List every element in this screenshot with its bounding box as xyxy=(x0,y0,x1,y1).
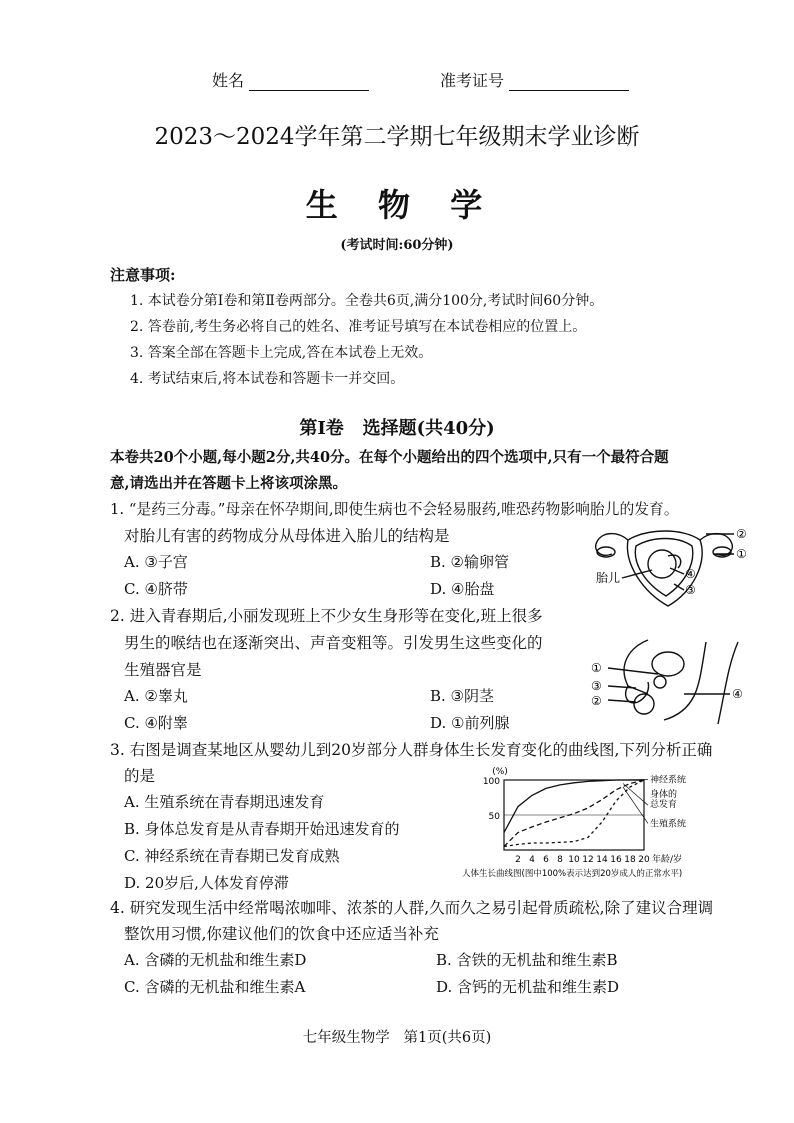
note-item: 4. 考试结束后,将本试卷和答题卡一并交回。 xyxy=(130,371,405,387)
option-d[interactable]: D. ①前列腺 xyxy=(430,714,510,732)
right-oviduct xyxy=(700,534,732,556)
label-4: ④ xyxy=(685,567,696,581)
option-c[interactable]: C. 神经系统在青春期已发育成熟 xyxy=(124,847,340,865)
notes-title: 注意事项: xyxy=(110,266,176,284)
note-item: 3. 答案全部在答题卡上完成,答在本试卷上无效。 xyxy=(130,345,433,361)
section-intro: 意,请选出并在答题卡上将该项涂黑。 xyxy=(110,475,348,492)
question-stem: 4. 研究发现生活中经常喝浓咖啡、浓茶的人群,久而久之易引起骨质疏松,除了建议合理调 xyxy=(110,899,714,917)
chart-caption: 人体生长曲线图(图中100%表示达到20岁成人的正常水平) xyxy=(462,869,683,879)
x-tick-label: 18 xyxy=(624,855,636,865)
name-field xyxy=(212,68,369,91)
fetus-shape xyxy=(648,550,676,578)
question-stem: 整饮用习惯,你建议他们的饮食中还应适当补充 xyxy=(124,925,439,943)
y-tick-label: 50 xyxy=(488,812,500,822)
series-line-2 xyxy=(504,780,644,847)
option-b[interactable]: B. 身体总发育是从青春期开始迅速发育的 xyxy=(124,820,400,838)
section-title: 第Ⅰ卷 选择题(共40分) xyxy=(299,418,495,439)
x-tick-label: 2 xyxy=(515,855,521,865)
option-a[interactable]: A. ②睾丸 xyxy=(124,687,188,705)
option-b[interactable]: B. 含铁的无机盐和维生素B xyxy=(436,951,618,969)
growth-chart xyxy=(462,764,762,884)
name-label: 姓名 xyxy=(212,71,245,90)
label-2: ② xyxy=(736,527,747,541)
series-label: 生殖系统 xyxy=(650,819,687,830)
uterus-fetus-diagram xyxy=(588,522,758,610)
option-a[interactable]: A. 含磷的无机盐和维生素D xyxy=(124,951,307,969)
note-item: 2. 答卷前,考生务必将自己的姓名、准考证号填写在本试卷相应的位置上。 xyxy=(130,319,587,335)
subject-title: 生 物 学 xyxy=(305,186,489,224)
question-stem: 3. 右图是调查某地区从婴幼儿到20岁部分人群身体生长发育变化的曲线图,下列分析正确 xyxy=(110,741,713,759)
exam-id-field xyxy=(440,68,629,91)
exam-title: 2023～2024学年第二学期七年级期末学业诊断 xyxy=(154,124,640,150)
bladder-shape xyxy=(652,652,684,676)
label-1: ① xyxy=(591,661,602,675)
page-footer: 七年级生物学 第1页(共6页) xyxy=(302,1030,492,1046)
exam-time: (考试时间:60分钟) xyxy=(340,238,454,253)
question-stem: 男生的喉结也在逐渐突出、声音变粗等。引发男生这些变化的 xyxy=(124,634,543,652)
x-tick-label: 10 xyxy=(568,855,580,865)
question-stem: 1. “是药三分毒。”母亲在怀孕期间,即使生病也不会轻易服药,唯恐药物影响胎儿的发育。 xyxy=(110,501,679,518)
label-4: ④ xyxy=(732,687,743,701)
question-stem: 生殖器官是 xyxy=(124,661,202,679)
chart-plot xyxy=(462,767,686,879)
option-d[interactable]: D. 20岁后,人体发育停滞 xyxy=(124,874,289,892)
option-a[interactable]: A. 生殖系统在青春期迅速发育 xyxy=(124,793,325,811)
series-label: 身体的 xyxy=(650,790,678,801)
x-tick-label: 20 xyxy=(638,855,650,865)
label-3: ③ xyxy=(685,583,696,597)
option-b[interactable]: B. ③阴茎 xyxy=(430,687,495,705)
male-reproductive-diagram xyxy=(588,636,753,726)
note-item: 1. 本试卷分第Ⅰ卷和第Ⅱ卷两部分。全卷共6页,满分100分,考试时间60分钟。 xyxy=(130,293,604,309)
exam-id-blank[interactable] xyxy=(509,72,629,91)
option-d[interactable]: D. ④胎盘 xyxy=(430,580,495,598)
option-c[interactable]: C. 含磷的无机盐和维生素A xyxy=(124,978,306,996)
option-d[interactable]: D. 含钙的无机盐和维生素D xyxy=(436,978,620,996)
left-oviduct xyxy=(596,534,628,556)
section-intro: 本卷共20个小题,每小题2分,共40分。在每个小题给出的四个选项中,只有一个最符合题 xyxy=(110,449,669,466)
option-c[interactable]: C. ④附睾 xyxy=(124,714,188,732)
exam-id-label: 准考证号 xyxy=(440,71,505,90)
label-3: ③ xyxy=(591,679,602,693)
y-axis-label: (%) xyxy=(492,767,508,777)
label-1: ① xyxy=(736,547,747,561)
x-tick-label: 8 xyxy=(557,855,563,865)
prostate-shape xyxy=(654,676,666,688)
question-stem: 对胎儿有害的药物成分从母体进入胎儿的结构是 xyxy=(124,527,450,545)
name-blank[interactable] xyxy=(249,72,369,91)
fetus-label: 胎儿 xyxy=(596,571,621,585)
series-line-1 xyxy=(504,780,644,833)
x-tick-label: 6 xyxy=(543,855,549,865)
series-label: 总发育 xyxy=(650,800,678,811)
x-tick-label: 16 xyxy=(610,855,622,865)
option-b[interactable]: B. ②输卵管 xyxy=(430,553,510,571)
question-stem: 的是 xyxy=(124,767,156,785)
x-tick-label: 14 xyxy=(596,855,608,865)
question-stem: 2. 进入青春期后,小丽发现班上不少女生身形等在变化,班上很多 xyxy=(110,607,543,625)
x-tick-label: 12 xyxy=(582,855,594,865)
x-tick-label: 4 xyxy=(529,855,535,865)
option-a[interactable]: A. ③子宫 xyxy=(124,553,188,571)
y-tick-label: 100 xyxy=(482,777,500,787)
option-c[interactable]: C. ④脐带 xyxy=(124,580,188,598)
series-line-3 xyxy=(504,780,644,847)
label-2: ② xyxy=(591,694,602,708)
series-label: 神经系统 xyxy=(650,775,687,786)
x-axis-label: 年龄/岁 xyxy=(652,855,683,865)
